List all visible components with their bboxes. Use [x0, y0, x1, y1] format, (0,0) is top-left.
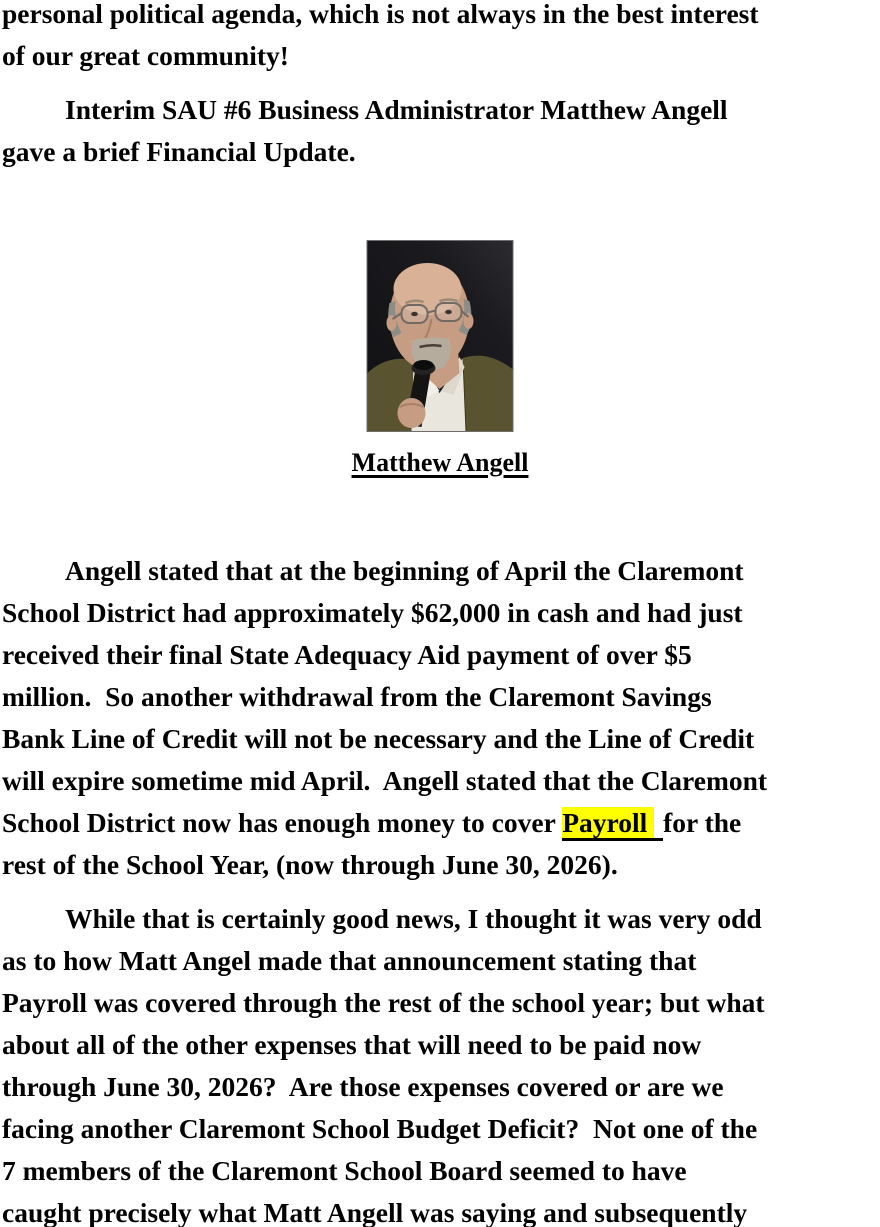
hand: [398, 398, 426, 428]
text-line: Angell stated that at the beginning of April the Claremont: [65, 555, 744, 586]
text-line: 7 members of the Claremont School Board seemed to have: [2, 1155, 687, 1186]
text-line: Bank Line of Credit will not be necessary and the Line of Credit: [2, 723, 755, 754]
text-line: gave a brief Financial Update.: [2, 136, 356, 167]
text-line: School District had approximately $62,000 in cash and had just: [2, 597, 743, 628]
para-1: [2, 0, 880, 77]
text-segment: for the: [663, 807, 742, 838]
photo-figure: [367, 240, 514, 432]
text-line: personal political agenda, which is not always in the best interest: [2, 0, 759, 29]
para-group-bottom: [2, 550, 880, 1227]
text-line: will expire sometime mid April. Angell stated that the Claremont: [2, 765, 768, 796]
text-line: rest of the School Year, (now through June 30, 2026).: [2, 849, 618, 880]
text-segment: School District now has enough money to cover: [2, 807, 563, 838]
para-group-top: [2, 0, 880, 173]
para-2: [2, 89, 880, 173]
para-3: [2, 550, 880, 886]
text-line: of our great community!: [2, 40, 289, 71]
para-4: [2, 898, 880, 1227]
text-line: received their final State Adequacy Aid payment of over $5: [2, 639, 692, 670]
text-line: about all of the other expenses that will need to be paid now: [2, 1029, 702, 1060]
text-line: million. So another withdrawal from the Claremont Savings: [2, 681, 712, 712]
text-line: While that is certainly good news, I thought it was very odd: [65, 903, 762, 934]
underlined-text: [562, 807, 663, 841]
text-line: [2, 802, 880, 844]
text-line: facing another Claremont School Budget Deficit? Not one of the: [2, 1113, 758, 1144]
text-line: through June 30, 2026? Are those expenses covered or are we: [2, 1071, 724, 1102]
highlighted-text: Payroll: [562, 807, 655, 838]
text-line: Interim SAU #6 Business Administrator Matthew Angell: [65, 94, 728, 125]
text-line: as to how Matt Angel made that announcement stating that: [2, 945, 697, 976]
photo-caption: Matthew Angell: [351, 448, 529, 477]
text-line: Payroll was covered through the rest of the school year; but what: [2, 987, 765, 1018]
text-line: caught precisely what Matt Angell was saying and subsequently: [2, 1197, 748, 1227]
matthew-angell-photo: [367, 240, 514, 432]
